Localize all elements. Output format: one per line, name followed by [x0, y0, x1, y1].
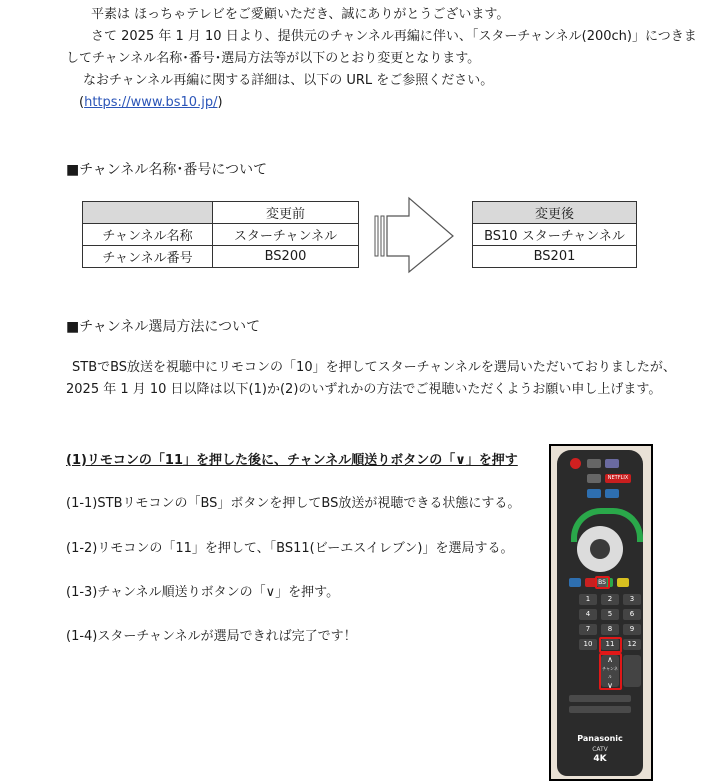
remote-top-key [587, 474, 601, 483]
key-11-highlight [599, 637, 622, 653]
bs-highlight [595, 576, 610, 589]
intro-line-1: 平素は ほっちゃテレビをご愛顧いただき、誠にありがとうございます。 [91, 7, 510, 22]
num-key-4: 4 [579, 609, 597, 620]
remote-bottom-keys [569, 695, 631, 702]
color-key-yellow [617, 578, 629, 587]
remote-sub: CATV [592, 746, 608, 753]
num-key-11: 11 [601, 639, 619, 650]
remote-top-key [587, 459, 601, 468]
bs10-url-link[interactable]: https://www.bs10.jp/ [84, 95, 218, 110]
after-channel-number: BS201 [473, 246, 637, 268]
after-channel-name: BS10 スターチャンネル [473, 224, 637, 246]
num-key-9: 9 [623, 624, 641, 635]
channel-rocker-highlight [599, 653, 622, 690]
step-1-2: (1-2)リモコンの「11」を押して、「BS11(ビーエスイレブン)」を選局する。 [66, 541, 514, 556]
row-label-channel-name: チャンネル名称 [83, 224, 213, 246]
num-key-3: 3 [623, 594, 641, 605]
num-key-1: 1 [579, 594, 597, 605]
volume-rocker [623, 655, 641, 687]
channel-down-icon: ∨ [607, 681, 613, 690]
intro-line-4: なおチャンネル再編に関する詳細は、以下の URL をご参照ください。 [83, 73, 494, 88]
channel-up-icon: ∧ [607, 655, 613, 664]
power-button [570, 458, 581, 469]
remote-control-photo [549, 444, 653, 781]
before-channel-number: BS200 [213, 246, 359, 268]
num-key-12: 12 [623, 639, 641, 650]
remote-body [557, 450, 643, 776]
netflix-button: NETFLIX [605, 474, 631, 483]
method1-title: (1)リモコンの「11」を押した後に、チャンネル順送りボタンの「∨」を押す [66, 453, 518, 468]
section-heading-tuning-method: ■チャンネル選局方法について [66, 319, 261, 335]
step-1-1: (1-1)STBリモコンの「BS」ボタンを押してBS放送が視聴できる状態にする。 [66, 496, 521, 511]
method-para-line-1: STBでBS放送を視聴中にリモコンの「10」を押してスターチャンネルを選局いただいておりましたが、 [72, 360, 676, 375]
step-1-4: (1-4)スターチャンネルが選局できれば完了です！ [66, 629, 357, 644]
color-key-blue [569, 578, 581, 587]
before-change-table [82, 201, 359, 268]
num-key-10: 10 [579, 639, 597, 650]
step-1-3: (1-3)チャンネル順送りボタンの「∨」を押す。 [66, 585, 340, 600]
num-key-2: 2 [601, 594, 619, 605]
after-table-header: 変更後 [473, 202, 637, 224]
before-table-corner [83, 202, 213, 224]
section-heading-channel-name: ■チャンネル名称･番号について [66, 162, 268, 178]
bs-button: BS [598, 579, 606, 586]
url-close-paren: ) [217, 95, 223, 110]
remote-top-key [605, 489, 619, 498]
remote-badge: 4K [593, 754, 607, 764]
after-change-table [472, 201, 637, 268]
intro-url-line [79, 93, 223, 113]
num-key-7: 7 [579, 624, 597, 635]
before-channel-name: スターチャンネル [213, 224, 359, 246]
intro-line-2: さて 2025 年 1 月 10 日より、提供元のチャンネル再編に伴い、「スターチャンネル(200ch)」につきま [91, 29, 697, 44]
url-open-paren: ( [79, 95, 85, 110]
remote-bottom-keys [569, 706, 631, 713]
dpad-center [590, 539, 610, 559]
remote-top-key [587, 489, 601, 498]
intro-line-3: してチャンネル名称･番号･選局方法等が以下のとおり変更となります。 [66, 51, 481, 66]
row-label-channel-number: チャンネル番号 [83, 246, 213, 268]
num-key-6: 6 [623, 609, 641, 620]
arrow-right-icon [371, 196, 461, 274]
remote-brand: Panasonic [577, 734, 623, 743]
method-para-line-2: 2025 年 1 月 10 日以降は以下(1)か(2)のいずれかの方法でご視聴いただくようお願い申し上げます。 [66, 382, 662, 397]
channel-label: チャンネル [602, 666, 618, 679]
num-key-5: 5 [601, 609, 619, 620]
remote-top-key [605, 459, 619, 468]
before-table-header: 変更前 [213, 202, 359, 224]
num-key-8: 8 [601, 624, 619, 635]
